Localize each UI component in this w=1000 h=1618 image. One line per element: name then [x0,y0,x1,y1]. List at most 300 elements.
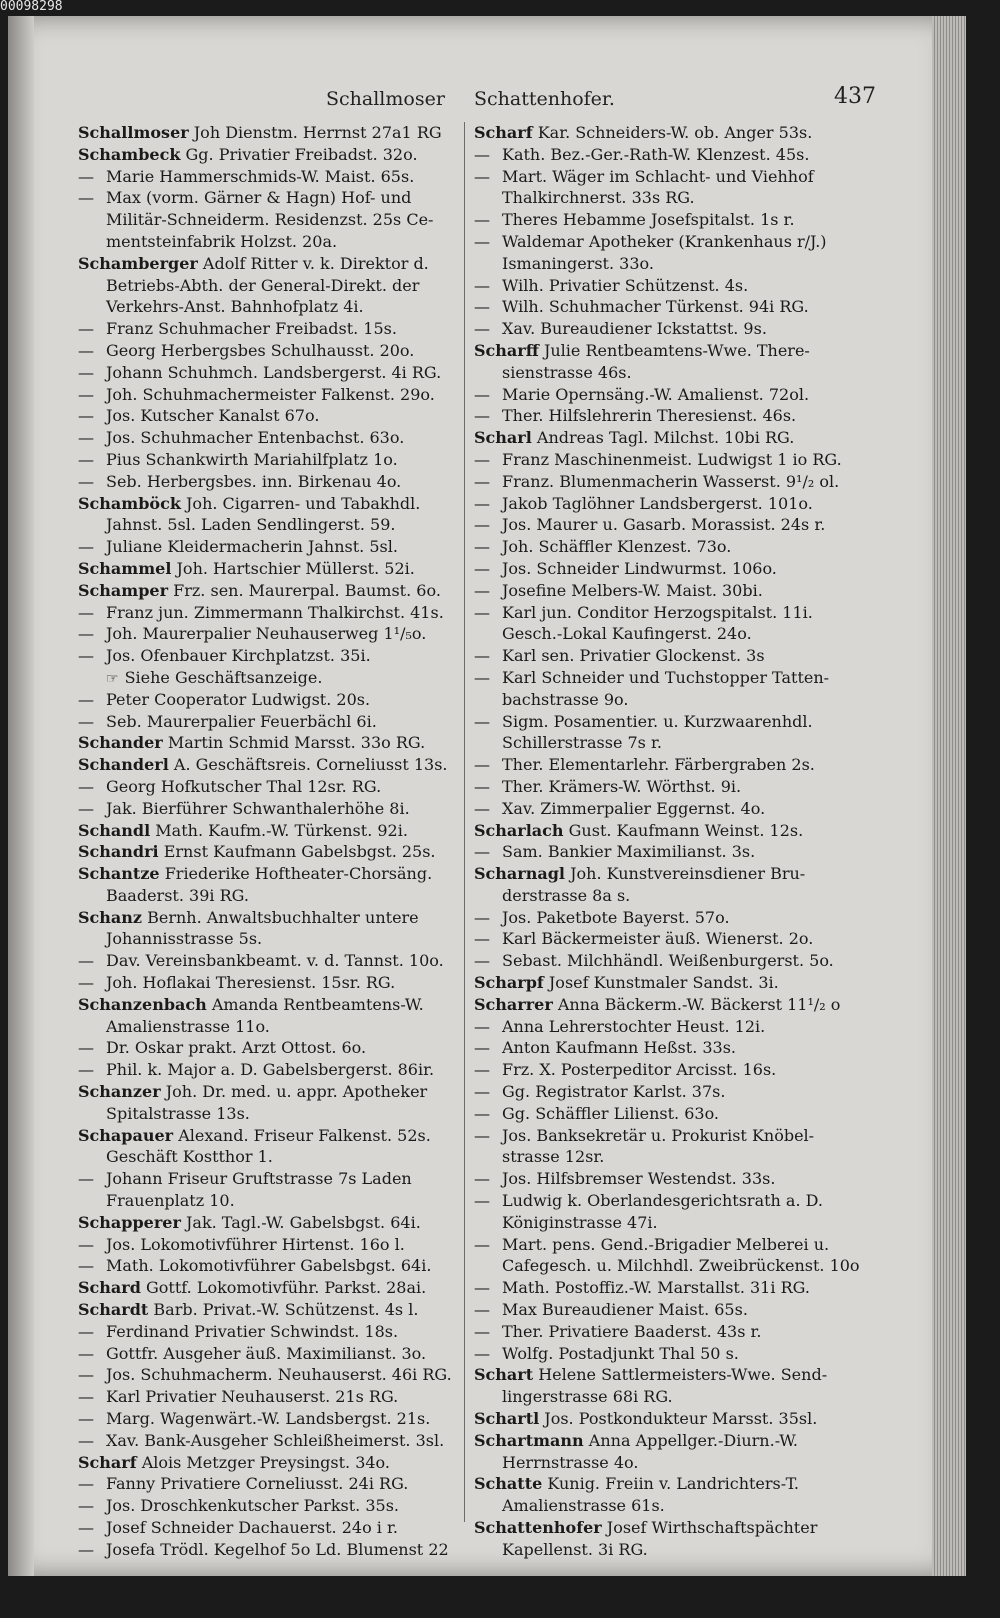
directory-entry-head [78,580,478,602]
repeat-dash: — [78,1060,94,1080]
directory-entry [78,449,478,471]
entry-text: Xav. Zimmerpalier Eggernst. 4o. [502,798,766,818]
surname: Schart [474,1365,534,1385]
directory-entry [78,798,478,820]
directory-entry-head [474,1430,878,1452]
entry-text: Math. Kaufm.-W. Türkenst. 92i. [155,820,408,840]
directory-entry [474,1299,878,1321]
repeat-dash: — [78,188,94,208]
directory-entry [474,580,878,602]
directory-entry-head [474,863,878,885]
repeat-dash: — [474,384,490,404]
surname: Schallmoser [78,123,189,142]
entry-text: Verkehrs-Anst. Bahnhofplatz 4i. [106,297,364,317]
surname: Schamböck [78,493,181,513]
entry-text: Anna Appellger.-Diurn.-W. [588,1430,798,1450]
repeat-dash: — [78,1256,94,1276]
directory-entry [78,471,478,493]
entry-text: Joh. Maurerpalier Neuhauserweg 1¹/₅o. [106,624,427,644]
entry-text: Mart. Wäger im Schlacht- und Viehhof [502,166,814,186]
entry-text: Math. Postoffiz.-W. Marstallst. 31i RG. [502,1278,810,1298]
entry-text: Jos. Schuhmacher Entenbachst. 63o. [106,428,405,448]
entry-text: Ther. Krämers-W. Wörthst. 9i. [502,776,742,796]
entry-text: Max (vorm. Gärner & Hagn) Hof- und [106,188,412,208]
entry-text: Joh. Schäffler Klenzest. 73o. [502,537,732,557]
surname: Scharlach [474,820,564,840]
repeat-dash: — [474,1082,490,1102]
entry-text: Gg. Privatier Freibadst. 32o. [185,144,418,164]
repeat-dash: — [474,144,490,164]
entry-text: Josef Schneider Dachauerst. 24o i r. [106,1518,398,1537]
repeat-dash: — [474,1321,490,1341]
repeat-dash: — [78,973,94,993]
page-edge-stack [932,16,966,1576]
repeat-dash: — [78,711,94,731]
directory-entry-continuation [474,689,878,711]
entry-text: Jos. Postkondukteur Marsst. 35sl. [544,1409,818,1429]
entry-text: Kar. Schneiders-W. ob. Anger 53s. [537,123,813,142]
entry-text: bachstrasse 9o. [502,689,629,709]
surname: Schard [78,1278,141,1298]
entry-text: Joh Dienstm. Herrnst 27a1 RG [193,123,442,142]
entry-text: Jahnst. 5sl. Laden Sendlingerst. 59. [106,515,396,535]
directory-entry-head [78,1081,478,1103]
entry-text: Ther. Elementarlehr. Färbergraben 2s. [502,755,815,775]
surname: Schantze [78,864,160,884]
directory-entry [474,144,878,166]
repeat-dash: — [474,1016,490,1036]
surname: Schartl [474,1409,540,1429]
entry-text: Frauenplatz 10. [106,1191,235,1211]
entry-text: Königinstrasse 47i. [502,1212,658,1232]
entry-text: Gottf. Lokomotivführ. Parkst. 28ai. [146,1278,427,1298]
directory-entry-head [474,1517,878,1539]
entry-text: Jos. Banksekretär u. Prokurist Knöbel- [502,1125,815,1145]
entry-text: Militär-Schneiderm. Residenzst. 25s Ce- [106,210,434,230]
surname: Scharff [474,340,539,360]
entry-text: Martin Schmid Marsst. 33o RG. [167,733,426,753]
repeat-dash: — [474,1278,490,1298]
repeat-dash: — [78,362,94,382]
repeat-dash: — [474,602,490,622]
directory-entry-head [474,122,878,144]
repeat-dash: — [78,319,94,339]
entry-text: derstrasse 8a s. [502,885,631,905]
entry-text: Gust. Kaufmann Weinst. 12s. [568,820,804,840]
entry-text: Sebast. Milchhändl. Weißenburgerst. 5o. [502,951,834,971]
surname: Scharpf [474,973,544,993]
repeat-dash: — [78,1518,94,1537]
repeat-dash: — [78,1387,94,1407]
entry-text: mentsteinfabrik Holzst. 20a. [106,231,338,251]
directory-entry [474,1103,878,1125]
entry-text: Math. Lokomotivführer Gabelsbgst. 64i. [106,1256,432,1276]
book-page [8,16,966,1576]
directory-entry-continuation [474,732,878,754]
directory-entry-continuation [474,1146,878,1168]
entry-text: Ludwig k. Oberlandesgerichtsrath a. D. [502,1191,823,1211]
scan-id-label: 00098298 [0,0,63,14]
entry-text: Franz Schuhmacher Freibadst. 15s. [106,319,397,339]
entry-text: Kapellenst. 3i RG. [502,1539,648,1559]
directory-entry-continuation [474,253,878,275]
entry-text: Max Bureaudiener Maist. 65s. [502,1300,748,1320]
entry-text: Anna Lehrerstochter Heust. 12i. [502,1016,766,1036]
entry-text: Ther. Hilfslehrerin Theresienst. 46s. [502,406,797,426]
entry-text: Peter Cooperator Ludwigst. 20s. [106,689,371,709]
directory-entry [78,623,478,645]
directory-entry [78,667,478,689]
repeat-dash: — [474,537,490,557]
entry-text: Julie Rentbeamtens-Wwe. There- [543,340,810,360]
directory-entry-continuation [474,187,878,209]
repeat-dash: — [78,776,94,796]
entry-text: Herrnstrasse 4o. [502,1452,639,1472]
repeat-dash: — [474,1300,490,1320]
entry-text: Seb. Maurerpalier Feuerbächl 6i. [106,711,377,731]
entry-text: Mart. pens. Gend.-Brigadier Melberei u. [502,1234,830,1254]
directory-entry-continuation [78,209,478,231]
entry-text: Dr. Oskar prakt. Arzt Ottost. 6o. [106,1038,367,1058]
directory-entry [78,187,478,209]
entry-text: Jos. Paketbote Bayerst. 57o. [502,907,730,927]
directory-entry [78,318,478,340]
entry-text: Spitalstrasse 13s. [106,1103,250,1123]
directory-entry [474,493,878,515]
repeat-dash: — [474,755,490,775]
entry-text: Karl sen. Privatier Glockenst. 3s [502,646,765,666]
entry-text: Sam. Bankier Maximilianst. 3s. [502,842,756,862]
entry-text: Jos. Maurer u. Gasarb. Morassist. 24s r. [502,515,826,535]
directory-entry [78,1234,478,1256]
directory-entry [78,1495,478,1517]
directory-entry-head [78,863,478,885]
repeat-dash: — [78,428,94,448]
directory-entry [78,1386,478,1408]
directory-entry-continuation [78,1146,478,1168]
surname: Schanderl [78,755,169,775]
repeat-dash: — [78,1343,94,1363]
entry-text: Marie Hammerschmids-W. Maist. 65s. [106,166,415,186]
surname: Schatte [474,1474,543,1494]
directory-entry-continuation [474,1452,878,1474]
directory-entry [474,754,878,776]
directory-entry-head [78,754,478,776]
directory-entry [474,231,878,253]
repeat-dash: — [474,275,490,295]
entry-text: Jos. Ofenbauer Kirchplatzst. 35i. [106,646,371,666]
repeat-dash: — [474,1060,490,1080]
repeat-dash: — [474,1191,490,1211]
entry-text: lingerstrasse 68i RG. [502,1387,673,1407]
directory-entry-head [78,493,478,515]
repeat-dash: — [474,1169,490,1189]
surname: Schandl [78,820,151,840]
repeat-dash: — [474,929,490,949]
directory-entry-head [474,1364,878,1386]
entry-text: Gg. Schäffler Lilienst. 63o. [502,1103,720,1123]
directory-entry [474,602,878,624]
repeat-dash: — [78,537,94,557]
entry-text: Wilh. Privatier Schützenst. 4s. [502,275,749,295]
entry-text: Johann Schuhmch. Landsbergerst. 4i RG. [106,362,442,382]
directory-entry [474,928,878,950]
directory-entry-continuation [78,514,478,536]
directory-entry [78,166,478,188]
repeat-dash: — [474,166,490,186]
directory-entry-head [78,820,478,842]
entry-text: Marg. Wagenwärt.-W. Landsbergst. 21s. [106,1409,431,1429]
repeat-dash: — [474,776,490,796]
surname: Schanzenbach [78,994,207,1014]
page-spine-shadow [8,16,34,1576]
entry-text: Georg Herbergsbes Schulhausst. 20o. [106,340,415,360]
surname: Scharf [474,123,533,142]
entry-text: Joh. Cigarren- und Tabakhdl. [186,493,421,513]
directory-entry-head [474,994,878,1016]
entry-text: Alexand. Friseur Falkenst. 52s. [178,1125,431,1145]
surname: Schandri [78,842,159,862]
entry-text: Ther. Privatiere Baaderst. 43s r. [502,1321,762,1341]
directory-entry-head [78,907,478,929]
entry-text: Amalienstrasse 61s. [502,1496,665,1516]
directory-entry-continuation [474,623,878,645]
repeat-dash: — [474,667,490,687]
entry-text: Karl Schneider und Tuchstopper Tatten- [502,667,830,687]
entry-text: Phil. k. Major a. D. Gabelsbergerst. 86ir. [106,1060,435,1080]
entry-text: Betriebs-Abth. der General-Direkt. der [106,275,420,295]
entry-text: Franz jun. Zimmermann Thalkirchst. 41s. [106,602,444,622]
repeat-dash: — [78,449,94,469]
directory-entry-head [78,144,478,166]
entry-text: Jakob Taglöhner Landsbergerst. 101o. [502,493,813,513]
repeat-dash: — [474,1103,490,1123]
directory-entry [78,711,478,733]
entry-text: Anna Bäckerm.-W. Bäckerst 11¹/₂ o [557,994,841,1014]
entry-text: Jos. Schuhmacherm. Neuhauserst. 46i RG. [106,1365,452,1385]
entry-text: Theres Hebamme Josefspitalst. 1s r. [502,210,795,230]
directory-entry [78,427,478,449]
entry-text: Anton Kaufmann Heßst. 33s. [502,1038,737,1058]
directory-entry [474,296,878,318]
directory-entry-continuation [474,1386,878,1408]
directory-entry-continuation [474,1495,878,1517]
repeat-dash: — [78,951,94,971]
directory-entry [474,1343,878,1365]
directory-entry-head [78,841,478,863]
entry-text: Geschäft Kostthor 1. [106,1147,273,1167]
entry-text: Gottfr. Ausgeher äuß. Maximilianst. 3o. [106,1343,427,1363]
surname: Scharrer [474,994,553,1014]
entry-text: Pius Schankwirth Mariahilfplatz 1o. [106,449,398,469]
directory-entry [474,711,878,733]
directory-entry-head [474,972,878,994]
repeat-dash: — [474,1234,490,1254]
entry-text: Georg Hofkutscher Thal 12sr. RG. [106,776,382,796]
running-header [28,82,898,116]
repeat-dash: — [78,166,94,186]
repeat-dash: — [78,1409,94,1429]
entry-text: Barb. Privat.-W. Schützenst. 4s l. [153,1300,419,1320]
directory-entry [78,1321,478,1343]
entry-text: strasse 12sr. [502,1147,605,1167]
directory-entry-head [474,1473,878,1495]
surname: Schattenhofer [474,1518,602,1537]
repeat-dash: — [78,340,94,360]
surname: Scharl [474,428,532,448]
repeat-dash: — [78,602,94,622]
entry-text: Jos. Droschkenkutscher Parkst. 35s. [106,1496,399,1516]
repeat-dash: — [474,471,490,491]
entry-text: Joh. Dr. med. u. appr. Apotheker [165,1082,428,1102]
directory-entry-continuation [78,296,478,318]
entry-text: Frz. sen. Maurerpal. Baumst. 6o. [173,580,441,600]
directory-entry [474,1168,878,1190]
entry-text: Siehe Geschäftsanzeige. [124,667,323,687]
entry-text: Seb. Herbergsbes. inn. Birkenau 4o. [106,471,402,491]
directory-entry-continuation [78,928,478,950]
directory-entry [78,645,478,667]
directory-entry [78,384,478,406]
entry-text: A. Geschäftsreis. Corneliusst 13s. [173,755,448,775]
directory-entry [474,776,878,798]
repeat-dash: — [474,798,490,818]
entry-text: Alois Metzger Preysingst. 34o. [141,1452,390,1472]
directory-entry-continuation [474,1212,878,1234]
surname: Schapauer [78,1125,174,1145]
repeat-dash: — [474,515,490,535]
entry-text: Kunig. Freiin v. Landrichters-T. [547,1474,799,1494]
directory-entry [474,1059,878,1081]
entry-text: Josef Kunstmaler Sandst. 3i. [548,973,779,993]
repeat-dash: — [78,1430,94,1450]
repeat-dash: — [78,1321,94,1341]
directory-entry-continuation [78,1190,478,1212]
entry-text: Amanda Rentbeamtens-W. [211,994,424,1014]
directory-entry-continuation [474,1539,878,1561]
entry-text: Johannisstrasse 5s. [106,929,263,949]
directory-entry [474,558,878,580]
directory-entry [474,275,878,297]
entry-text: Karl Privatier Neuhauserst. 21s RG. [106,1387,399,1407]
entry-text: Karl Bäckermeister äuß. Wienerst. 2o. [502,929,814,949]
entry-text: Baaderst. 39i RG. [106,885,249,905]
repeat-dash: — [474,580,490,600]
repeat-dash: — [78,1038,94,1058]
directory-entry [78,689,478,711]
directory-entry-continuation [474,885,878,907]
directory-entry [474,1277,878,1299]
surname: Schammel [78,558,172,578]
entry-text: Jos. Schneider Lindwurmst. 106o. [502,558,777,578]
directory-entry [474,536,878,558]
surname: Schamberger [78,253,198,273]
surname: Schanz [78,907,143,927]
running-header-right: Schattenhofer. [474,88,615,110]
surname: Schartmann [474,1430,584,1450]
entry-text: Frz. X. Posterpeditor Arcisst. 16s. [502,1060,777,1080]
directory-entry-continuation [474,362,878,384]
directory-entry [78,1430,478,1452]
surname: Scharf [78,1452,137,1472]
entry-text: Wilh. Schuhmacher Türkenst. 94i RG. [502,297,809,317]
entry-text: Jos. Lokomotivführer Hirtenst. 16o l. [106,1234,405,1254]
entry-text: Ferdinand Privatier Schwindst. 18s. [106,1321,399,1341]
entry-text: Joh. Hartschier Müllerst. 52i. [176,558,415,578]
entry-text: Gg. Registrator Karlst. 37s. [502,1082,726,1102]
entry-text: Joh. Hoflakai Theresienst. 15sr. RG. [106,973,396,993]
repeat-dash: — [474,951,490,971]
directory-entry [474,1234,878,1256]
entry-text: Helene Sattlermeisters-Wwe. Send- [538,1365,828,1385]
repeat-dash: — [78,1169,94,1189]
directory-entry [78,602,478,624]
entry-text: Adolf Ritter v. k. Direktor d. [202,253,429,273]
directory-entry [474,514,878,536]
surname: Schamper [78,580,169,600]
repeat-dash: — [78,646,94,666]
directory-entry-head [474,427,878,449]
entry-text: Jak. Bierführer Schwanthalerhöhe 8i. [106,798,410,818]
entry-text: Waldemar Apotheker (Krankenhaus r/J.) [502,231,827,251]
directory-entry [78,1473,478,1495]
repeat-dash: — [474,711,490,731]
directory-entry [474,1321,878,1343]
entry-text: Cafegesch. u. Milchhdl. Zweibrückenst. 10o [502,1256,860,1276]
entry-text: Jos. Hilfsbremser Westendst. 33s. [502,1169,776,1189]
entry-text: Friederike Hoftheater-Chorsäng. [164,864,433,884]
entry-text: Franz Maschinenmeist. Ludwigst 1 io RG. [502,449,842,469]
directory-entry-head [474,820,878,842]
directory-entry [474,1081,878,1103]
entry-text: Xav. Bureaudiener Ickstattst. 9s. [502,319,767,339]
directory-entry [474,841,878,863]
entry-text: Josefine Melbers-W. Maist. 30bi. [502,580,763,600]
repeat-dash: — [78,1365,94,1385]
repeat-dash: — [474,210,490,230]
entry-text: Wolfg. Postadjunkt Thal 50 s. [502,1343,739,1363]
directory-entry-continuation [78,1016,478,1038]
entry-text: Fanny Privatiere Corneliusst. 24i RG. [106,1474,409,1494]
directory-entry [78,1059,478,1081]
right-column [474,122,878,1561]
directory-entry [474,318,878,340]
repeat-dash: — [474,406,490,426]
repeat-dash: — [474,493,490,513]
entry-text: Marie Opernsäng.-W. Amalienst. 72ol. [502,384,810,404]
directory-entry-continuation [474,1255,878,1277]
entry-text: Karl jun. Conditor Herzogspitalst. 11i. [502,602,813,622]
entry-text: Josefa Trödl. Kegelhof 5o Ld. Blumenst 22 [106,1539,449,1559]
directory-entry-head [78,1125,478,1147]
entry-text: Andreas Tagl. Milchst. 10bi RG. [536,428,795,448]
page-number: 437 [834,84,876,109]
directory-entry [474,950,878,972]
repeat-dash: — [78,406,94,426]
directory-entry [78,1517,478,1539]
entry-text: Jos. Kutscher Kanalst 67o. [106,406,320,426]
repeat-dash: — [78,689,94,709]
directory-entry [474,1190,878,1212]
directory-entry [474,449,878,471]
entry-text: Schillerstrasse 7s r. [502,733,662,753]
directory-entry-head [78,1212,478,1234]
directory-entry [474,1037,878,1059]
entry-text: Josef Wirthschaftspächter [606,1518,818,1537]
directory-entry-head [78,1452,478,1474]
surname: Schardt [78,1300,149,1320]
entry-text: Sigm. Posamentier. u. Kurzwaarenhdl. [502,711,813,731]
